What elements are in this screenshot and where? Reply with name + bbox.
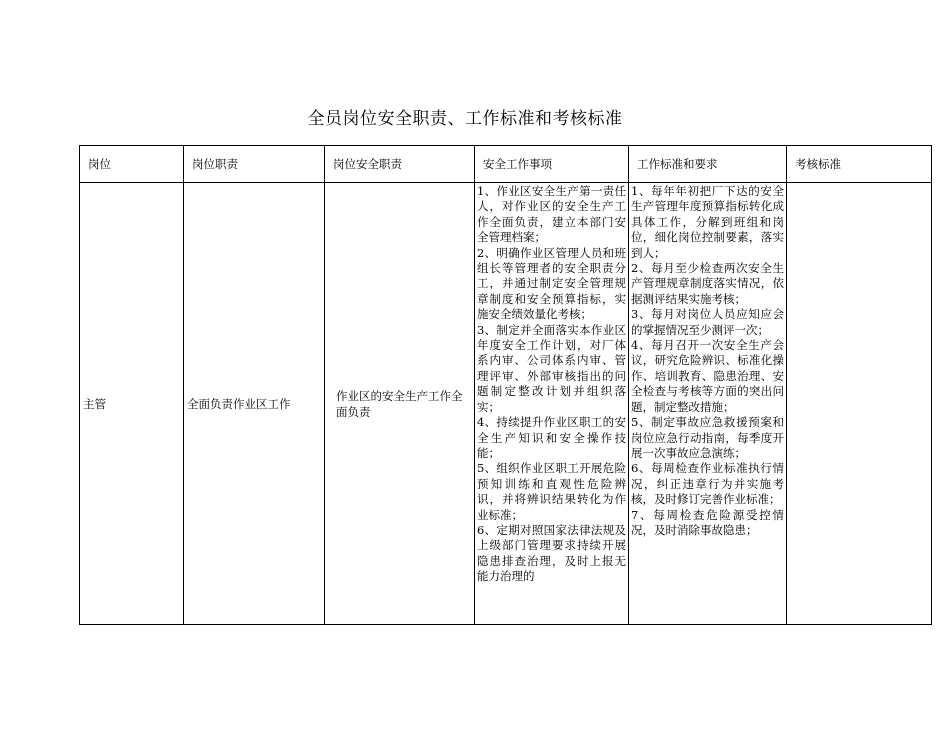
work-standard: 7、每周检查危险源受控情况，及时消除事故隐患； [631,507,784,537]
cell-assessment [787,183,932,625]
cell-post-duty: 全面负责作业区工作 [184,183,325,625]
safety-item: 6、定期对照国家法律法规及上级部门管理要求持续开展隐患排查治理，及时上报无能力治理的 [477,522,626,584]
cell-safety-duty [325,183,475,625]
header-safety-duty: 岗位安全职责 [325,146,475,183]
work-standard: 4、每月召开一次安全生产会议，研究危险辨识、标准化操作、培训教育、隐患治理、安全检查与考核等方面的突出问题，制定整改措施； [631,338,784,414]
safety-items-list [477,184,626,585]
work-standard: 2、每月至少检查两次安全生产管理规章制度落实情况，依据测评结果实施考核； [631,261,784,306]
safety-duty-text: 作业区的安全生产工作全面负责 [336,388,463,419]
work-standard: 5、制定事故应急救援预案和岗位应急行动指南，每季度开展一次事故应急演练； [631,415,784,460]
safety-item: 3、制定并全面落实本作业区年度安全工作计划，对厂体系内审、公司体系内审、管理评审、外部审核指出的问题制定整改计划并组织落实； [477,322,626,414]
document-title: 全员岗位安全职责、工作标准和考核标准 [307,109,623,129]
work-standard: 3、每月对岗位人员应知应会的掌握情况至少测评一次； [631,307,784,337]
table-header-row [80,146,932,183]
header-safety-items: 安全工作事项 [475,146,629,183]
header-work-standards: 工作标准和要求 [629,146,787,183]
safety-item: 4、持续提升作业区职工的安全生产知识和安全操作技能； [477,415,626,460]
cell-post: 主管 [80,183,184,625]
safety-item: 2、明确作业区管理人员和班组长等管理者的安全职责分工，并通过制定安全管理规章制度和安全预算指标，实施安全绩效量化考核； [477,245,626,322]
cell-work-standards [629,183,787,625]
header-assessment: 考核标准 [787,146,932,183]
safety-item: 1、作业区安全生产第一责任人，对作业区的安全生产工作全面负责，建立本部门安全管理档案； [477,184,626,245]
work-standards-list [631,184,784,538]
work-standard: 6、每周检查作业标准执行情况，纠正违章行为并实施考核，及时修订完善作业标准； [631,461,784,507]
responsibility-table [79,145,932,625]
cell-safety-items [475,183,629,625]
table-row [80,183,932,625]
header-post-duty: 岗位职责 [184,146,325,183]
safety-item: 5、组织作业区职工开展危险预知训练和直观性危险辨识，并将辨识结果转化为作业标准； [477,461,626,522]
header-post: 岗位 [80,146,184,183]
work-standard: 1、每年年初把厂下达的安全生产管理年度预算指标转化成具体工作，分解到班组和岗位，细化岗位控制要素，落实到人； [631,184,784,260]
